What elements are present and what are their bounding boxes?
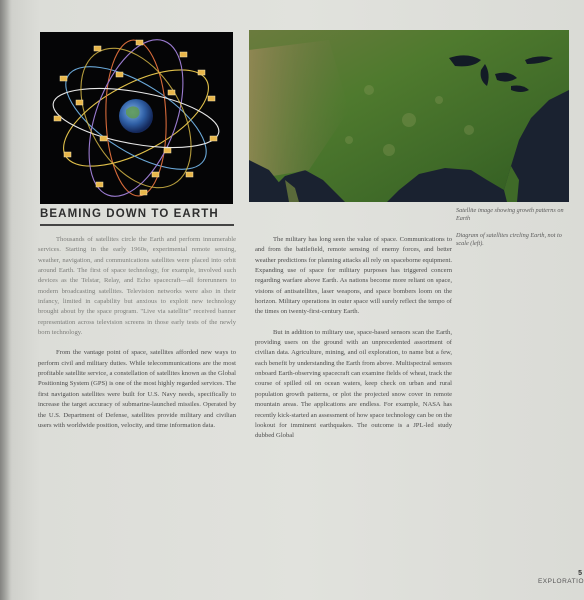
map-svg xyxy=(249,30,569,202)
left-text-column xyxy=(38,235,236,431)
section-heading: BEAMING DOWN TO EARTH xyxy=(40,208,219,220)
left-paragraph-1: Thousands of satellites circle the Earth and perform innumerable services. Starting in the early 1960s, experimental remote sensing, weather, navigation, and communications satellites were placed into orbit around Earth. The first of space technology, for example, involved such devices as the Telstar, Relay, and Echo spacecraft—all forerunners to modern broadcasting satellites. Television networks were also in their infancy, limited in capability but anxious to exploit new technology brought about by the space program. "Live via satellite" received banner representation across television screens in those early tests of the newly born technology. xyxy=(38,236,236,337)
heading-rule xyxy=(40,224,234,226)
right-text-column xyxy=(255,235,452,442)
satellite-map-image xyxy=(249,30,569,202)
page-number: 5 xyxy=(578,570,582,577)
map-caption: Satellite image showing growth patterns on Earth xyxy=(456,207,564,222)
orbit-caption: Diagram of satellites circling Earth, not to scale (left). xyxy=(456,232,562,247)
right-paragraph-2: But in addition to military use, space-based sensors scan the Earth, providing users on the ground with an unprecedented assortment of civilian data. Agriculture, mining, and oil exploration, to name but a few, each benefit by understanding the Earth from above. Multispectral sensors onboard Earth-observing spacecraft can examine fields of wheat, track the course of spilled oil on ocean waters, keep check on urban and rural population growth patterns, or plot the projected snow cover in remote mountain areas. The applications are endless. For example, NASA has recently kick-started an assessment of how space technology can be on the lookout for imminent earthquakes. The outcome is a JPL-led study dubbed Global xyxy=(255,328,452,440)
gutter-shadow xyxy=(0,0,12,600)
right-paragraph-1: The military has long seen the value of space. Communications to and from the battlefield, remote sensing of enemy forces, and better weather predictions for planning attacks all rely on spaceborne equipment. Expanding use of space for military purposes has triggered concern regarding warfare above Earth. As nations become more reliant on space, visions of antisatellites, laser weapons, and space bombers loom on the horizon. Military operations in outer space will surely reflect the tempo of the times on twenty-first-century Earth. xyxy=(255,236,452,316)
orbit-diagram-svg xyxy=(40,32,233,204)
running-footer: EXPLORATIO xyxy=(537,578,584,585)
satellite-orbit-diagram xyxy=(40,32,233,204)
left-paragraph-2: From the vantage point of space, satellites afforded new ways to perform civil and military duties. While telecommunications are the most profitable satellite service, a constellation of satellites known as the Global Positioning System (GPS) is one of the most highly regarded services. The first navigation satellites were built for U.S. Navy needs, specifically to increase the target accuracy of submarine-launched missiles. Operated by the U.S. Department of Defense, satellites provide military and civilian users with worldwide position, velocity, and time information data. xyxy=(38,349,236,429)
